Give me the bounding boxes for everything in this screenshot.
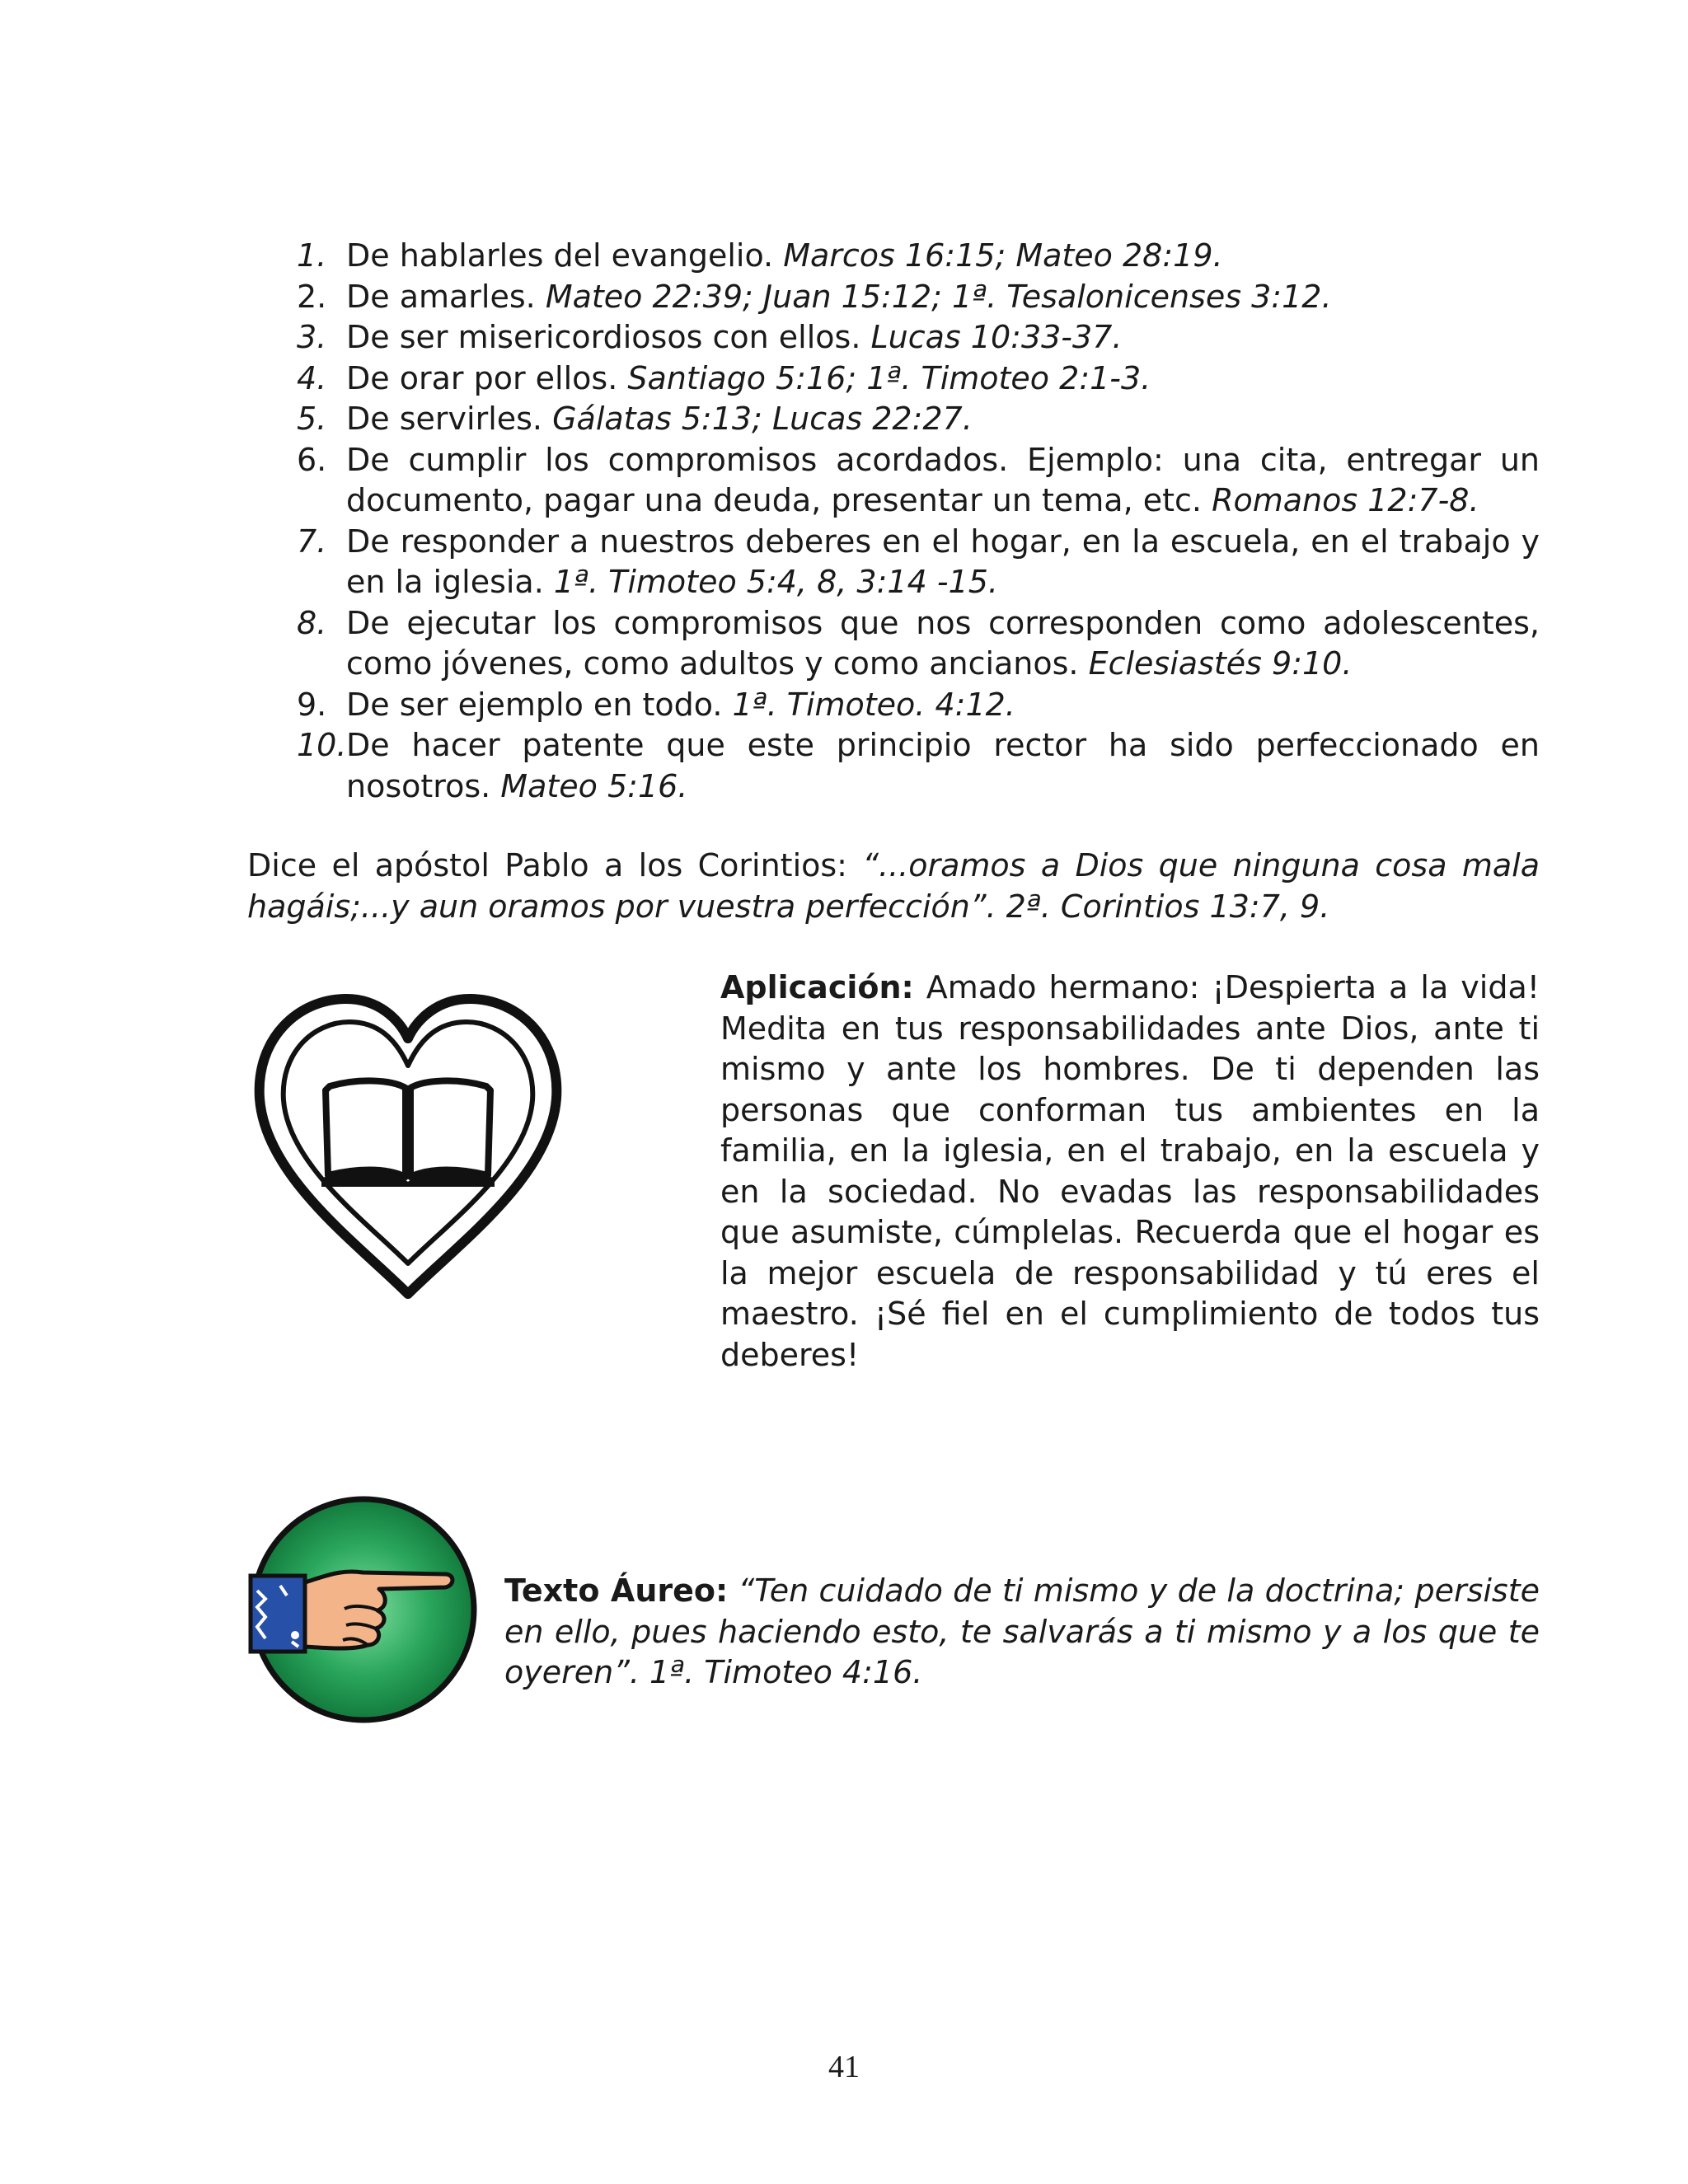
list-item xyxy=(297,359,1540,400)
list-item xyxy=(297,277,1540,318)
list-text: De ejecutar los compromisos que nos corresponden como adolescentes, como jóvenes, como adultos y como ancianos. xyxy=(346,604,1540,682)
list-text: De amarles. xyxy=(346,278,546,315)
list-text: De responder a nuestros deberes en el hogar, en la escuela, en el trabajo y en la iglesia. xyxy=(346,523,1540,600)
list-reference: Marcos 16:15; Mateo 28:19. xyxy=(783,237,1223,274)
list-number: 4. xyxy=(297,359,327,396)
list-item xyxy=(297,399,1540,440)
list-item xyxy=(297,317,1540,359)
list-text: De hablarles del evangelio. xyxy=(346,237,784,274)
golden-text-quote: “Ten cuidado de ti mismo y de la doctrina; persiste en ello, pues haciendo esto, te salvarás a ti mismo y a los que te oyeren”. 1ª. Timoteo 4:16. xyxy=(504,1572,1540,1690)
list-number: 9. xyxy=(297,686,327,723)
list-text: De servirles. xyxy=(346,401,553,437)
list-reference: Santiago 5:16; 1ª. Timoteo 2:1-3. xyxy=(627,359,1151,396)
quote-intro: Dice el apóstol Pablo a los Corintios: xyxy=(247,847,863,883)
application-label: Aplicación: xyxy=(720,969,914,1005)
list-item xyxy=(297,725,1540,807)
list-reference: Gálatas 5:13; Lucas 22:27. xyxy=(552,401,973,437)
list-reference: Romanos 12:7-8. xyxy=(1212,482,1479,518)
list-reference: Lucas 10:33-37. xyxy=(870,319,1123,355)
quote-text: “...oramos a Dios que ninguna cosa mala hagáis;...y aun oramos por vuestra perfección”. 2ª. Corintios 13:7, 9. xyxy=(247,847,1540,925)
list-item xyxy=(297,236,1540,277)
responsibilities-list xyxy=(297,236,1540,807)
list-number: 10. xyxy=(297,727,347,763)
list-text: De ser ejemplo en todo. xyxy=(346,686,733,723)
list-text: De cumplir los compromisos acordados. Ejemplo: una cita, entregar un documento, pagar una deuda, presentar un tema, etc. xyxy=(346,441,1540,518)
page-number: 41 xyxy=(828,2050,860,2084)
list-text: De orar por ellos. xyxy=(346,359,628,396)
list-number: 6. xyxy=(297,441,327,478)
list-item xyxy=(297,522,1540,603)
list-item xyxy=(297,440,1540,522)
list-text: De hacer patente que este principio rector ha sido perfeccionado en nosotros. xyxy=(346,727,1540,804)
list-text: De ser misericordiosos con ellos. xyxy=(346,319,871,355)
application-text: Amado hermano: ¡Despierta a la vida! Medita en tus responsabilidades ante Dios, ante ti mismo y ante los hombres. De ti dependen las personas que conforman tus ambientes en la familia, en la iglesia, en el trabajo, en la escuela y en la sociedad. No evadas las responsabilidades que asumiste, cúmplelas. Recuerda que el hogar es la mejor escuela de responsabilidad y tú eres el maestro. ¡Sé fiel en el cumplimiento de todos tus deberes! xyxy=(720,969,1540,1373)
golden-text-paragraph xyxy=(504,1571,1540,1694)
list-reference: Mateo 22:39; Juan 15:12; 1ª. Tesalonicenses 3:12. xyxy=(545,278,1332,315)
list-reference: Mateo 5:16. xyxy=(500,767,688,804)
list-number: 5. xyxy=(297,401,327,437)
heart-bible-icon xyxy=(247,987,569,1312)
list-reference: 1ª. Timoteo 5:4, 8, 3:14 -15. xyxy=(553,564,998,600)
list-item xyxy=(297,685,1540,726)
list-number: 8. xyxy=(297,604,327,641)
list-number: 1. xyxy=(297,237,327,274)
pointing-hand-icon xyxy=(247,1493,480,1726)
application-paragraph xyxy=(720,968,1540,1376)
pablo-quote-paragraph xyxy=(247,846,1540,927)
list-reference: 1ª. Timoteo. 4:12. xyxy=(732,686,1015,723)
golden-text-label: Texto Áureo: xyxy=(504,1572,729,1609)
list-number: 2. xyxy=(297,278,327,315)
list-number: 7. xyxy=(297,523,327,560)
list-item xyxy=(297,603,1540,685)
list-number: 3. xyxy=(297,319,327,355)
list-reference: Eclesiastés 9:10. xyxy=(1088,645,1353,682)
